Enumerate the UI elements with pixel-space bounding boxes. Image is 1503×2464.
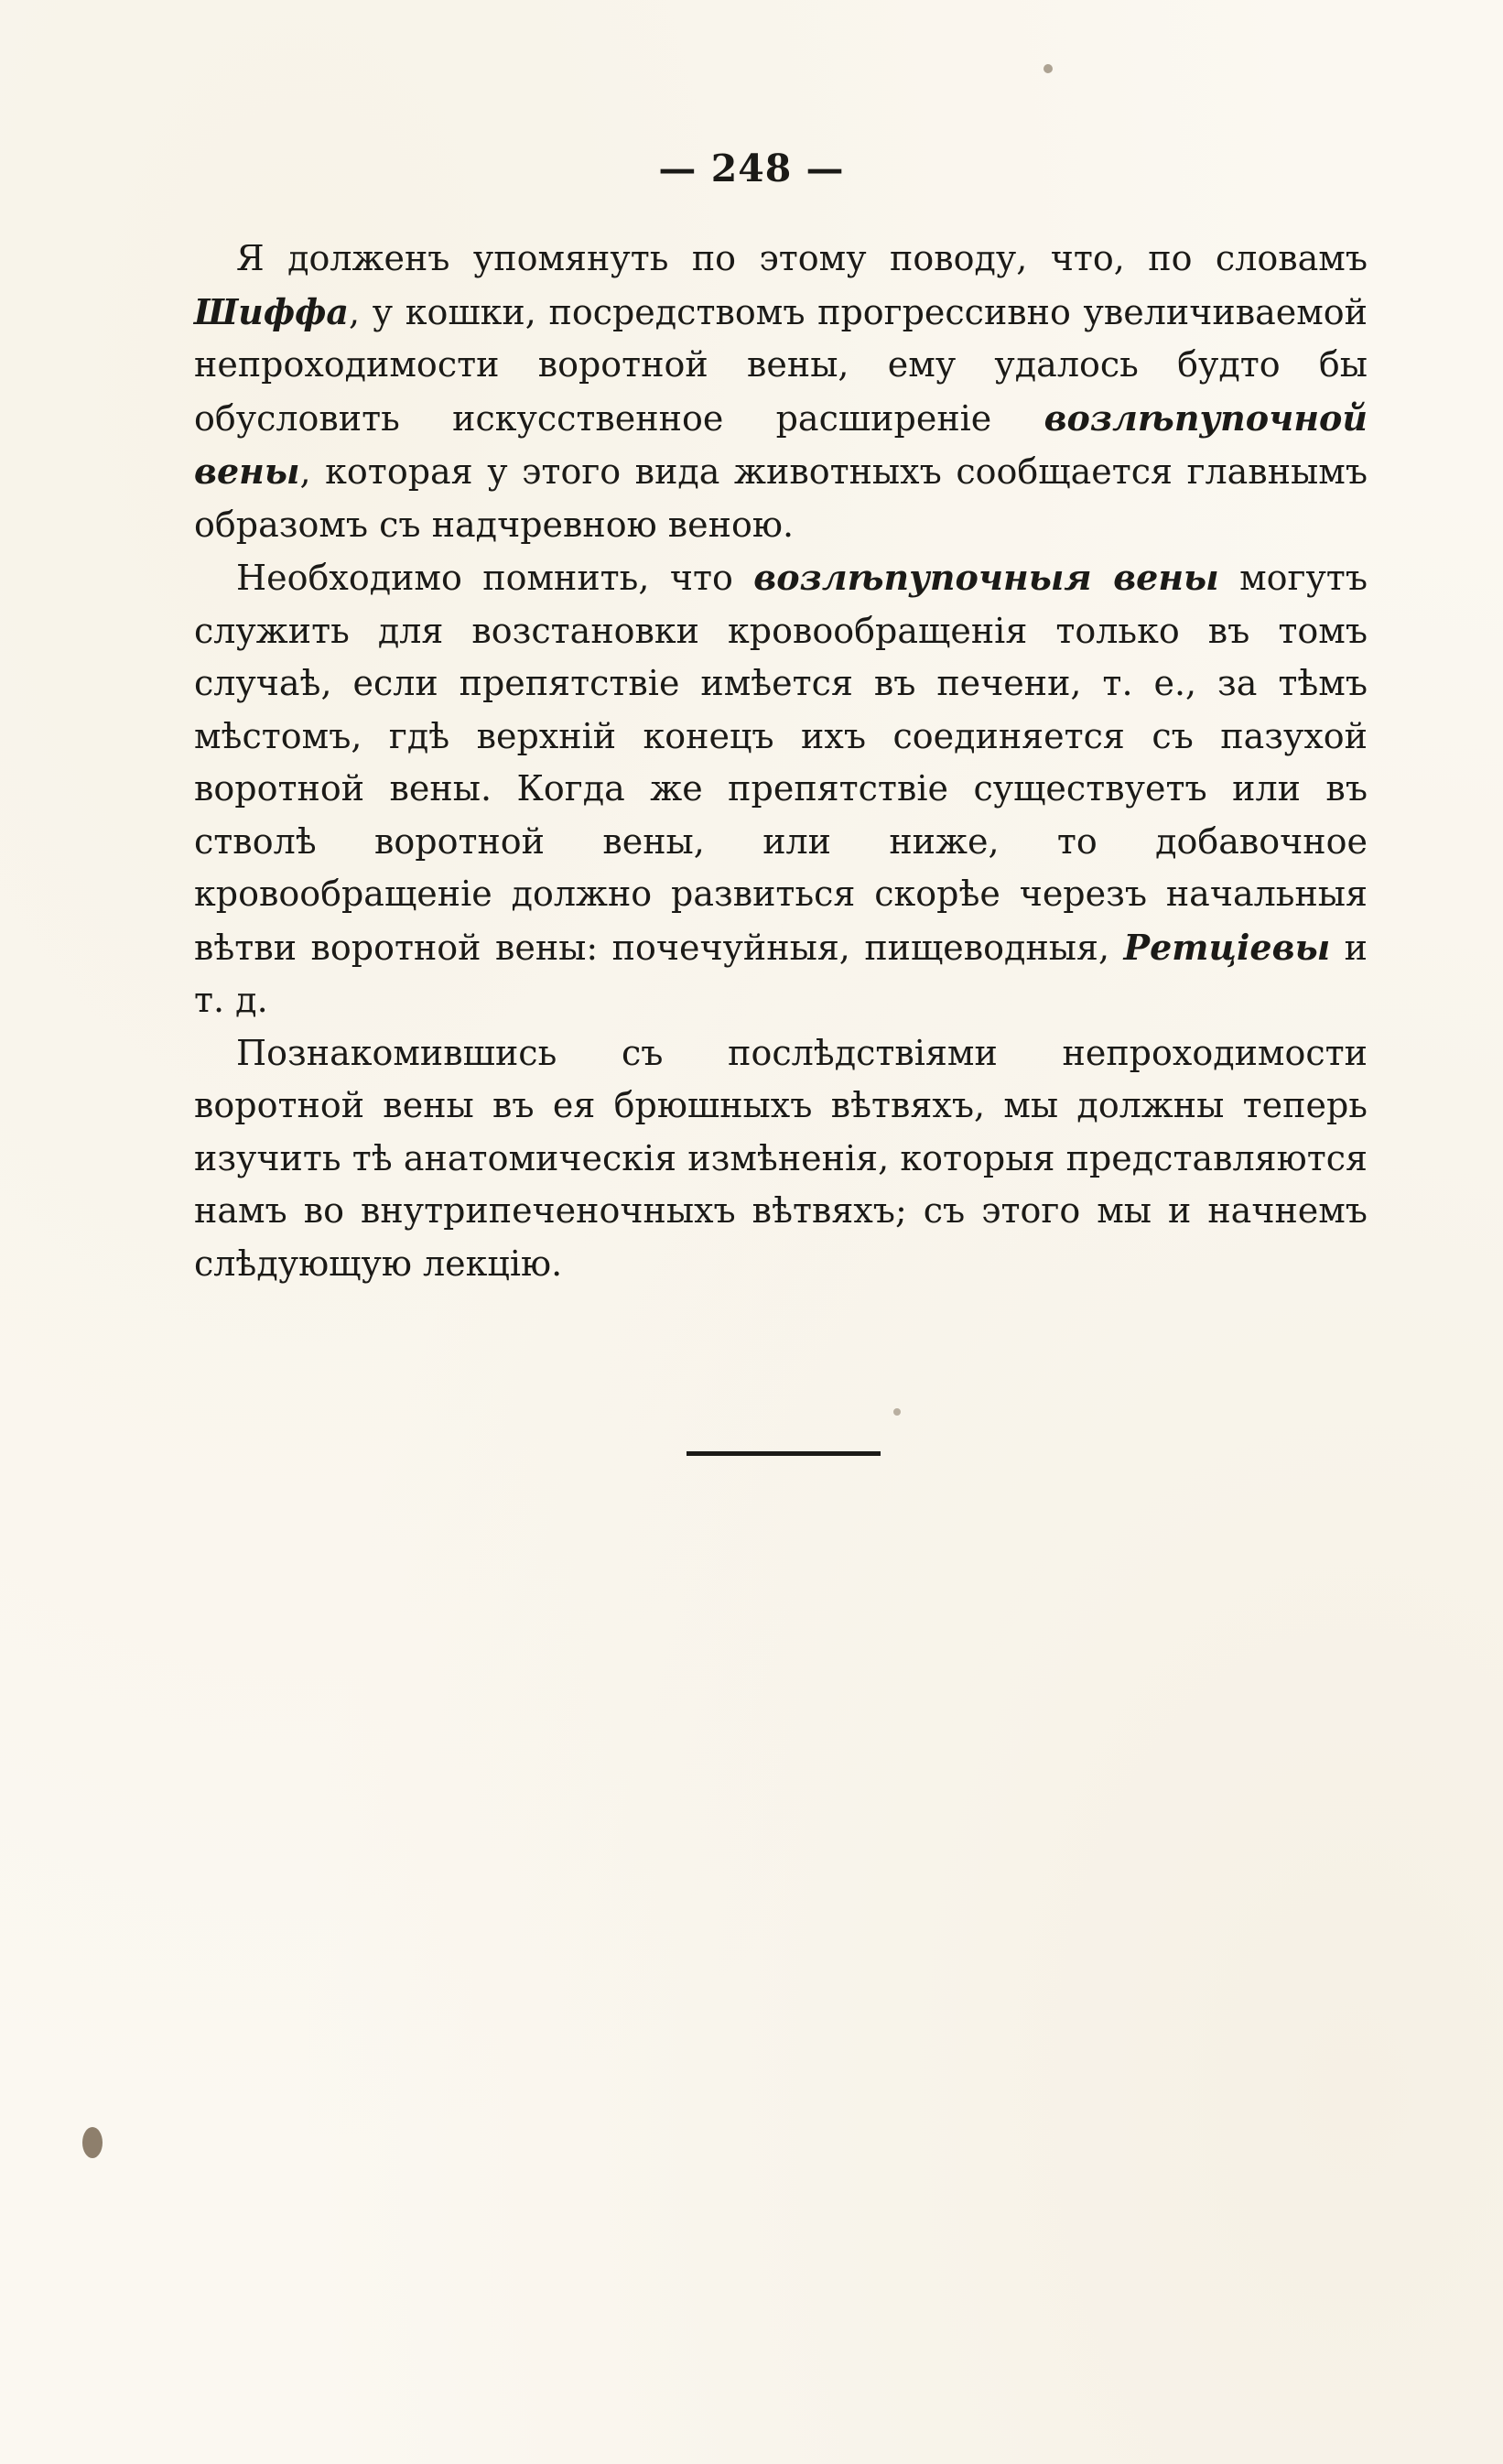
italic-term-paraumbilical-vein: возлѣпупочной вены <box>194 396 1368 492</box>
paper-speck <box>1043 64 1053 73</box>
paragraph-1 <box>194 233 1368 551</box>
text-run: и т. д. <box>194 927 1368 1020</box>
text-run: могутъ служить для возстановки кровообращенія только въ томъ случаѣ, если препятствіе имѣется въ печени, т. е., за тѣмъ мѣстомъ, гдѣ верхній конецъ ихъ соединяется съ пазухой воротной вены. Когда же препятствіе существуетъ или въ стволѣ воротной вены, или ниже, то добавочное кровообращеніе должно развиться скорѣе черезъ начальныя вѣтви воротной вены: почечуйныя, пищеводныя, <box>194 558 1368 968</box>
text-run: , которая у этого вида животныхъ сообщается главнымъ образомъ съ надчревною веною. <box>194 451 1368 545</box>
paper-stain <box>82 2127 103 2158</box>
italic-name-schiff: Шиффа <box>194 290 349 332</box>
paragraph-3 <box>194 1027 1368 1291</box>
italic-name-retzius: Ретціевы <box>1123 926 1331 968</box>
text-run: , у кошки, посредствомъ прогрессивно увеличиваемой непроходимости воротной вены, ему удалось будто бы обусловить искусственное расширеніе <box>194 291 1368 439</box>
paragraph-2 <box>194 551 1368 1027</box>
text-run: Необходимо помнить, что <box>236 558 754 598</box>
paper-speck <box>893 1408 901 1416</box>
text-run: Я долженъ упомянуть по этому поводу, что, по словамъ <box>236 238 1368 278</box>
body-text <box>194 233 1368 1290</box>
page-number: — 248 — <box>658 147 845 190</box>
text-run: Познакомившись съ послѣдствіями непроходимости воротной вены въ ея брюшныхъ вѣтвяхъ, мы должны теперь изучить тѣ анатомическія измѣненія, которыя представляются намъ во внутрипеченочныхъ вѣтвяхъ; съ этого мы и начнемъ слѣдующую лекцію. <box>194 1032 1368 1284</box>
italic-term-paraumbilical-veins: возлѣпупочныя вены <box>753 557 1219 598</box>
section-end-rule <box>687 1451 881 1456</box>
